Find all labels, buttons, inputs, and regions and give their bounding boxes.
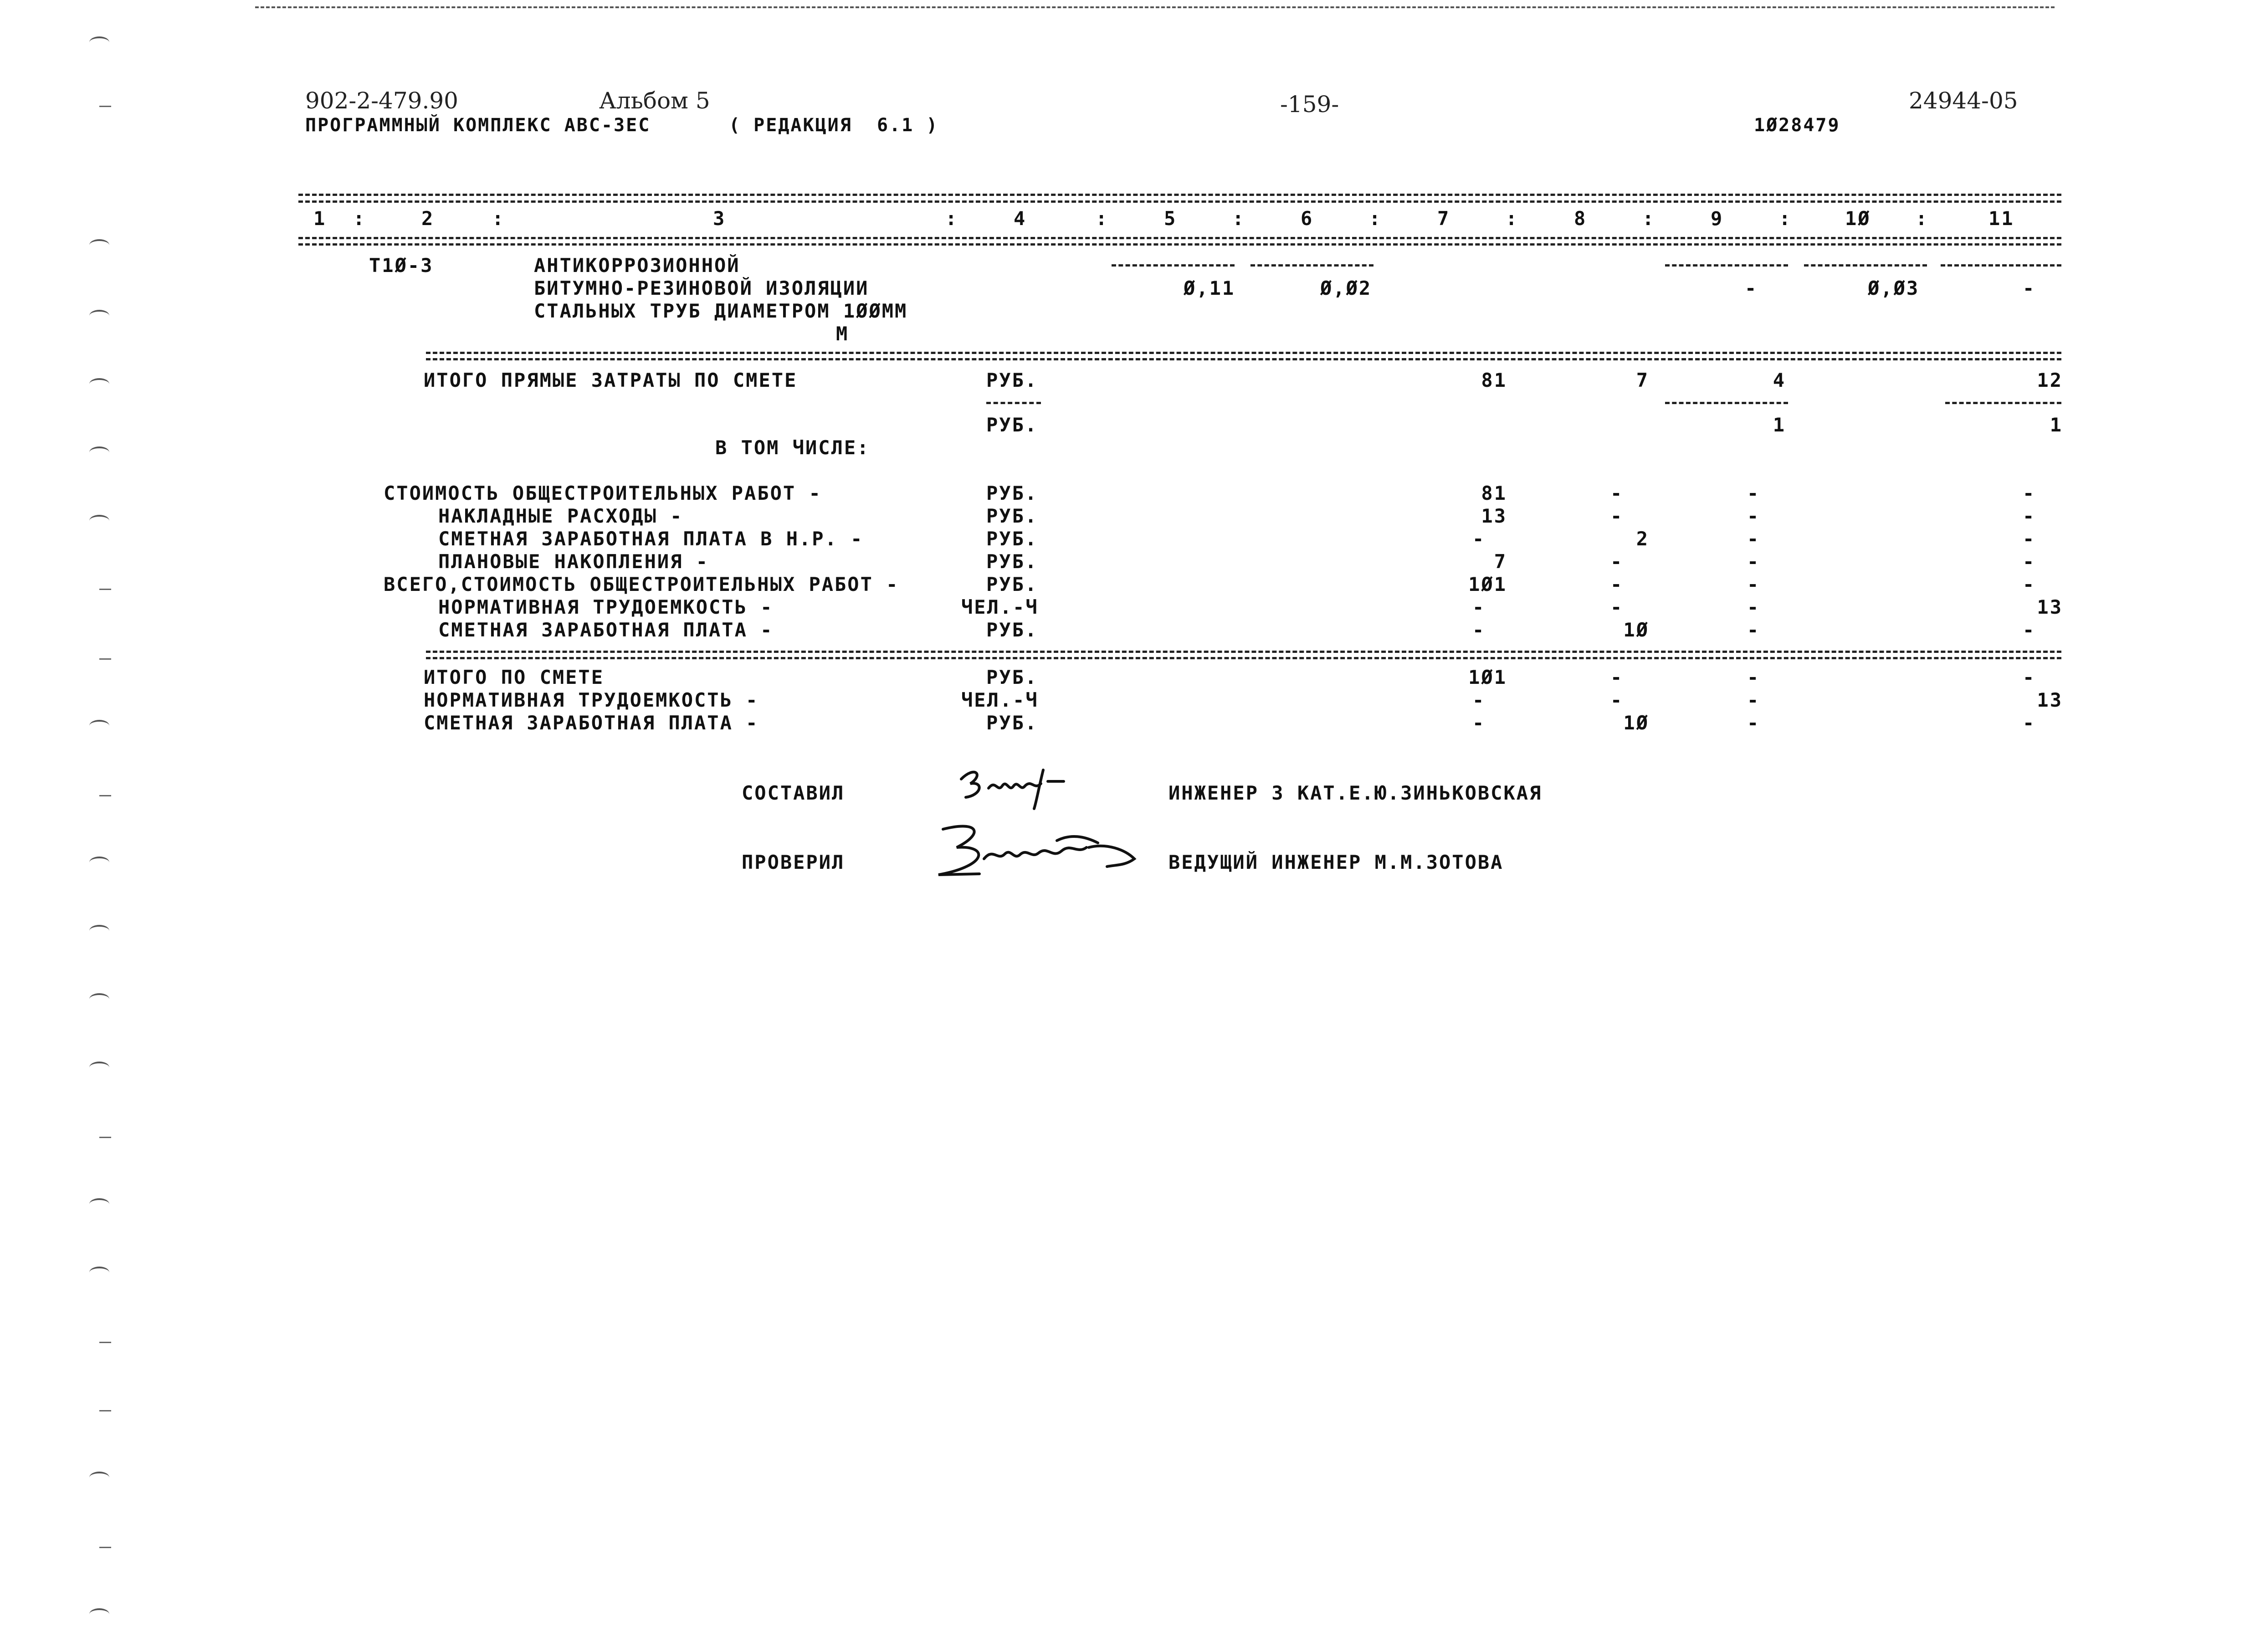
- breakdown-label: ПЛАНОВЫЕ НАКОПЛЕНИЯ -: [438, 550, 709, 573]
- item-desc-line-2: БИТУМНО-РЕЗИНОВОЙ ИЗОЛЯЦИИ: [534, 277, 869, 299]
- breakdown-c7: -: [1472, 596, 1486, 618]
- col-sep: :: [1916, 207, 1929, 230]
- totals-c11: -: [2023, 666, 2036, 688]
- direct-costs-c7: 81: [1481, 369, 1507, 391]
- breakdown-c8: -: [1610, 596, 1624, 618]
- totals-c8: -: [1610, 666, 1624, 688]
- col-1: 1: [313, 207, 327, 230]
- col-sep: :: [1096, 207, 1109, 230]
- breakdown-c7: 13: [1481, 505, 1507, 527]
- breakdown-c9: -: [1747, 573, 1760, 595]
- header-top-rule-2: [298, 200, 2061, 203]
- cell-rule: [1804, 264, 1927, 267]
- header-top-rule: [298, 194, 2061, 196]
- breakdown-c7: -: [1472, 619, 1486, 641]
- program-name: ПРОГРАММНЫЙ КОМПЛЕКС АВС-3ЕС: [305, 115, 651, 136]
- item-col5: Ø,11: [1184, 277, 1235, 299]
- col-10: 1Ø: [1845, 207, 1871, 230]
- cell-rule: [986, 402, 1041, 404]
- compiled-by: ИНЖЕНЕР 3 КАТ.Е.Ю.ЗИНЬКОВСКАЯ: [1168, 782, 1543, 804]
- breakdown-c11: -: [2023, 482, 2036, 504]
- checked-by: ВЕДУЩИЙ ИНЖЕНЕР М.М.ЗОТОВА: [1168, 851, 1504, 873]
- direct-costs-c11b: 1: [2050, 414, 2063, 436]
- totals-unit: ЧЕЛ.-Ч: [961, 689, 1039, 711]
- top-perforation: [255, 6, 2055, 8]
- breakdown-c11: -: [2023, 619, 2036, 641]
- breakdown-c7: 81: [1481, 482, 1507, 504]
- page-number: -159-: [1280, 91, 1339, 118]
- breakdown-c11: -: [2023, 550, 2036, 573]
- breakdown-c8: -: [1610, 550, 1624, 573]
- totals-c8: 1Ø: [1623, 712, 1649, 734]
- col-6: 6: [1301, 207, 1314, 230]
- totals-c7: -: [1472, 689, 1486, 711]
- edition-label: ( РЕДАКЦИЯ 6.1 ): [729, 115, 939, 136]
- totals-c11: -: [2023, 712, 2036, 734]
- checked-label: ПРОВЕРИЛ: [742, 851, 845, 873]
- direct-costs-c9: 4: [1773, 369, 1786, 391]
- cell-rule: [1250, 264, 1373, 267]
- compiled-signature: [957, 761, 1066, 811]
- col-sep: :: [1506, 207, 1519, 230]
- breakdown-c8: -: [1610, 505, 1624, 527]
- compiled-label: СОСТАВИЛ: [742, 782, 845, 804]
- direct-costs-c11: 12: [2037, 369, 2063, 391]
- item-desc-line-3: СТАЛЬНЫХ ТРУБ ДИАМЕТРОМ 1ØØММ: [534, 300, 908, 322]
- cell-rule: [1665, 402, 1788, 404]
- code-number: 1Ø28479: [1754, 115, 1840, 136]
- breakdown-c7: 7: [1494, 550, 1507, 573]
- direct-costs-c9b: 1: [1773, 414, 1786, 436]
- section-rule-2: [426, 657, 2061, 659]
- totals-c9: -: [1747, 666, 1760, 688]
- col-sep: :: [1642, 207, 1655, 230]
- breakdown-c8: -: [1610, 573, 1624, 595]
- col-4: 4: [1014, 207, 1027, 230]
- breakdown-c9: -: [1747, 619, 1760, 641]
- header-bottom-rule: [298, 237, 2061, 239]
- breakdown-c8: 2: [1636, 528, 1649, 550]
- col-7: 7: [1437, 207, 1450, 230]
- cell-rule: [1665, 264, 1788, 267]
- item-code: Т1Ø-3: [369, 254, 434, 277]
- section-rule-2: [426, 358, 2061, 360]
- direct-costs-unit: РУБ.: [986, 369, 1038, 391]
- breakdown-c11: -: [2023, 505, 2036, 527]
- breakdown-c9: -: [1747, 505, 1760, 527]
- totals-unit: РУБ.: [986, 712, 1038, 734]
- direct-costs-unit-2: РУБ.: [986, 414, 1038, 436]
- direct-costs-label: ИТОГО ПРЯМЫЕ ЗАТРАТЫ ПО СМЕТЕ: [424, 369, 798, 391]
- breakdown-c7: -: [1472, 528, 1486, 550]
- breakdown-c9: -: [1747, 550, 1760, 573]
- breakdown-c9: -: [1747, 596, 1760, 618]
- breakdown-c7: 1Ø1: [1468, 573, 1507, 595]
- breakdown-unit: РУБ.: [986, 550, 1038, 573]
- breakdown-c11: -: [2023, 528, 2036, 550]
- breakdown-label: НОРМАТИВНАЯ ТРУДОЕМКОСТЬ -: [438, 596, 774, 618]
- breakdown-unit: РУБ.: [986, 619, 1038, 641]
- breakdown-unit: РУБ.: [986, 528, 1038, 550]
- col-sep: :: [1779, 207, 1792, 230]
- totals-label: ИТОГО ПО СМЕТЕ: [424, 666, 605, 688]
- breakdown-label: СМЕТНАЯ ЗАРАБОТНАЯ ПЛАТА -: [438, 619, 774, 641]
- col-sep: :: [1232, 207, 1245, 230]
- item-col6: Ø,Ø2: [1320, 277, 1372, 299]
- totals-c11: 13: [2037, 689, 2063, 711]
- breakdown-c8: 1Ø: [1623, 619, 1649, 641]
- col-2: 2: [421, 207, 435, 230]
- breakdown-unit: ЧЕЛ.-Ч: [961, 596, 1039, 618]
- breakdown-label: СМЕТНАЯ ЗАРАБОТНАЯ ПЛАТА В Н.Р. -: [438, 528, 864, 550]
- item-col11: -: [2023, 277, 2036, 299]
- totals-unit: РУБ.: [986, 666, 1038, 688]
- breakdown-c9: -: [1747, 482, 1760, 504]
- col-sep: :: [492, 207, 505, 230]
- item-desc-line-1: АНТИКОРРОЗИОННОЙ: [534, 254, 740, 277]
- col-sep: :: [353, 207, 366, 230]
- section-rule: [426, 651, 2061, 653]
- inventory-number: 24944-05: [1909, 87, 2018, 114]
- album-label: Альбом 5: [599, 87, 710, 114]
- col-9: 9: [1711, 207, 1724, 230]
- totals-c9: -: [1747, 689, 1760, 711]
- totals-c7: -: [1472, 712, 1486, 734]
- breakdown-c11: -: [2023, 573, 2036, 595]
- breakdown-c8: -: [1610, 482, 1624, 504]
- item-col10: Ø,Ø3: [1868, 277, 1920, 299]
- checked-signature: [925, 816, 1139, 884]
- totals-label: СМЕТНАЯ ЗАРАБОТНАЯ ПЛАТА -: [424, 712, 759, 734]
- totals-c9: -: [1747, 712, 1760, 734]
- breakdown-label: НАКЛАДНЫЕ РАСХОДЫ -: [438, 505, 683, 527]
- breakdown-label: СТОИМОСТЬ ОБЩЕСТРОИТЕЛЬНЫХ РАБОТ -: [384, 482, 822, 504]
- breakdown-unit: РУБ.: [986, 482, 1038, 504]
- section-rule: [426, 352, 2061, 354]
- col-11: 11: [1988, 207, 2014, 230]
- including-label: В ТОМ ЧИСЛЕ:: [715, 436, 870, 459]
- direct-costs-c8: 7: [1636, 369, 1649, 391]
- item-col9: -: [1745, 277, 1758, 299]
- breakdown-c11: 13: [2037, 596, 2063, 618]
- col-sep: :: [945, 207, 958, 230]
- totals-label: НОРМАТИВНАЯ ТРУДОЕМКОСТЬ -: [424, 689, 759, 711]
- col-8: 8: [1574, 207, 1587, 230]
- breakdown-unit: РУБ.: [986, 573, 1038, 595]
- breakdown-label: ВСЕГО,СТОИМОСТЬ ОБЩЕСТРОИТЕЛЬНЫХ РАБОТ -: [384, 573, 899, 595]
- totals-c7: 1Ø1: [1468, 666, 1507, 688]
- header-bottom-rule-2: [298, 243, 2061, 246]
- col-sep: :: [1369, 207, 1382, 230]
- item-unit: М: [836, 323, 849, 345]
- breakdown-c9: -: [1747, 528, 1760, 550]
- col-5: 5: [1164, 207, 1177, 230]
- cell-rule: [1945, 402, 2061, 404]
- cell-rule: [1941, 264, 2061, 267]
- cell-rule: [1112, 264, 1235, 267]
- totals-c8: -: [1610, 689, 1624, 711]
- doc-code: 902-2-479.90: [305, 87, 458, 114]
- breakdown-unit: РУБ.: [986, 505, 1038, 527]
- col-3: 3: [713, 207, 726, 230]
